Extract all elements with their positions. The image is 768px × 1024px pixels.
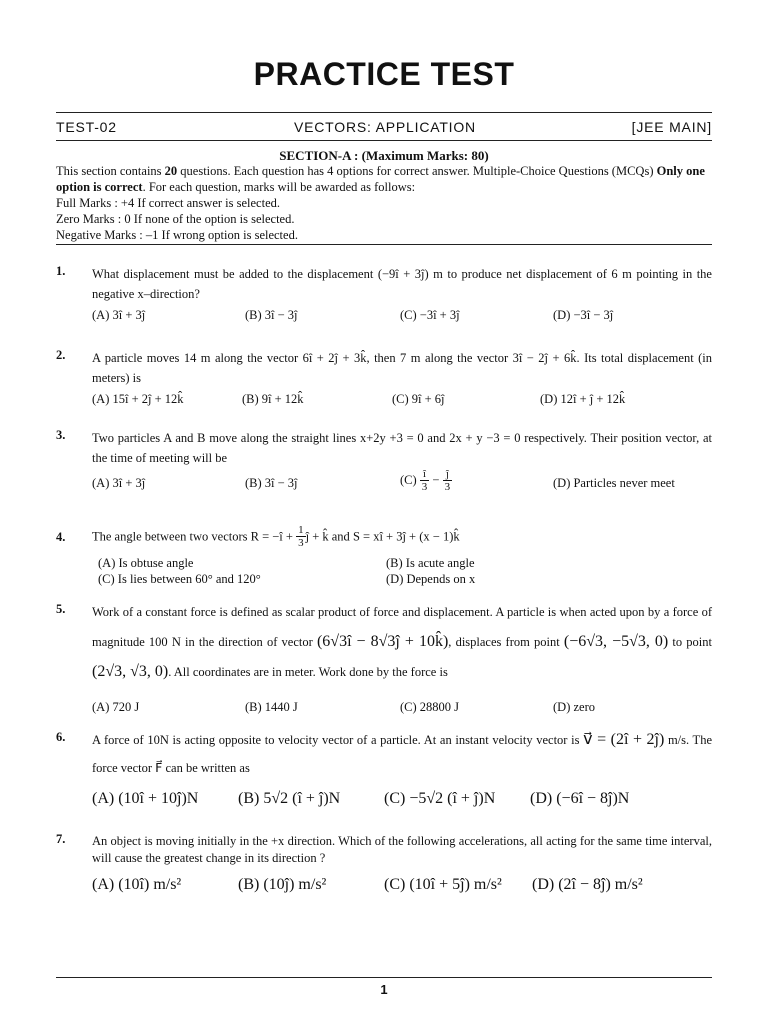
question-number: 4. xyxy=(56,530,66,544)
question-text: The angle between two vectors R = −î + $\frac{1}{3}$ ĵ + k̂ and S = xî + 3ĵ + (x − 1)k̂ xyxy=(92,524,460,549)
footer-rule xyxy=(56,977,712,978)
math-expression: 3î − 2ĵ + 6k̂ xyxy=(512,351,577,365)
velocity-expression: v⃗ = (2î + 2ĵ) xyxy=(583,731,665,748)
math-expression: 6î + 2ĵ + 3k̂ xyxy=(302,351,367,365)
header-top-rule xyxy=(56,112,712,113)
question-text: Work of a constant force is defined as scalar product of force and displacement. A particle is when acted upon by a force of magnitude 100 N in the direction of vector (6√3î − 8√3ĵ + 10k̂), displaces from point (−6√3, −5√3, 0) to point (2√3, √3, 0). All coordinates are in meter. Work done by the force is xyxy=(92,605,713,680)
math-expression: (−6√3, −5√3, 0) xyxy=(563,633,669,650)
negative-marks-rule: Negative Marks : –1 If wrong option is selected. xyxy=(56,228,298,242)
full-marks-rule: Full Marks : +4 If correct answer is selected. xyxy=(56,196,280,210)
question-text: A particle moves 14 m along the vector 6î + 2ĵ + 3k̂, then 7 m along the vector 3î − 2ĵ + 6k̂. Its total displacement (in meters) is xyxy=(92,351,713,385)
option-d[interactable]: (D) −3î − 3ĵ xyxy=(553,308,614,322)
option-b[interactable]: (B) Is acute angle xyxy=(386,556,475,570)
question-number: 7. xyxy=(56,832,66,846)
question-3 xyxy=(56,428,716,502)
instructions-paragraph: This section contains 20 questions. Each question has 4 options for correct answer. Multiple-Choice Questions (MCQs) Only one option is correct. For each question, marks will be awarded as follows: xyxy=(56,164,705,194)
question-6 xyxy=(56,730,716,816)
question-7 xyxy=(56,832,716,908)
option-d[interactable]: (D) (2î − 8ĵ) m/s² xyxy=(532,876,643,893)
option-a[interactable]: (A) 3î + 3ĵ xyxy=(92,308,146,322)
question-text: An object is moving initially in the +x direction. Which of the following accelerations, all acting for the same time interval, will cause the greatest change in its direction ? xyxy=(92,834,712,865)
question-number: 5. xyxy=(56,602,66,616)
question-text: A force of 10N is acting opposite to velocity vector of a particle. At an instant velocity vector is v⃗ = (2î + 2ĵ) m/s. The force vector F⃗ can be written as xyxy=(92,731,712,775)
option-a[interactable]: (A) (10î + 10ĵ)N xyxy=(92,790,199,807)
exam-tag: [JEE MAIN] xyxy=(631,119,712,135)
question-1 xyxy=(56,264,716,326)
instructions-rule xyxy=(56,244,712,245)
option-a[interactable]: (A) 15î + 2ĵ + 12k̂ xyxy=(92,392,184,406)
option-c[interactable]: (C) 9î + 6ĵ xyxy=(392,392,445,406)
question-number: 2. xyxy=(56,348,66,362)
option-b[interactable]: (B) 1440 J xyxy=(245,700,298,714)
option-d[interactable]: (D) Depends on x xyxy=(386,572,476,586)
section-heading: SECTION-A : (Maximum Marks: 80) xyxy=(279,148,489,163)
page-number: 1 xyxy=(380,982,388,997)
question-2 xyxy=(56,348,716,410)
option-a[interactable]: (A) 720 J xyxy=(92,700,140,714)
math-expression: (−9î + 3ĵ) xyxy=(377,267,429,281)
option-d[interactable]: (D) zero xyxy=(553,700,595,714)
force-symbol: F⃗ xyxy=(155,761,163,775)
page-title: PRACTICE TEST xyxy=(253,56,515,92)
option-a[interactable]: (A) 3î + 3ĵ xyxy=(92,476,146,490)
option-c[interactable]: (C) −5√2 (î + ĵ)N xyxy=(384,790,496,807)
question-text: Two particles A and B move along the straight lines x+2y +3 = 0 and 2x + y −3 = 0 respectively. Their position vector, at the time of meeting will be xyxy=(92,431,712,465)
question-5 xyxy=(56,602,716,718)
header-bottom-rule xyxy=(56,140,712,141)
option-b[interactable]: (B) 3î − 3ĵ xyxy=(245,308,298,322)
option-c[interactable]: (C) Is lies between 60° and 120° xyxy=(98,572,261,586)
math-expression: (6√3î − 8√3ĵ + 10k̂) xyxy=(316,633,449,650)
option-c[interactable]: (C) 28800 J xyxy=(400,700,460,714)
option-c[interactable]: (C) $\frac{î}{3}$ − $\frac{ĵ}{3}$ xyxy=(400,468,451,493)
option-d[interactable]: (D) (−6î − 8ĵ)N xyxy=(530,790,630,807)
option-b[interactable]: (B) (10ĵ) m/s² xyxy=(238,876,327,893)
option-a[interactable]: (A) (10î) m/s² xyxy=(92,876,182,893)
math-expression: (2√3, √3, 0) xyxy=(92,663,169,680)
option-b[interactable]: (B) 5√2 (î + ĵ)N xyxy=(238,790,341,807)
zero-marks-rule: Zero Marks : 0 If none of the option is selected. xyxy=(56,212,295,226)
question-4 xyxy=(56,524,716,590)
math-expression: S = xî + 3ĵ + (x − 1)k̂ xyxy=(352,529,460,544)
option-a[interactable]: (A) Is obtuse angle xyxy=(98,556,194,570)
question-text: What displacement must be added to the displacement (−9î + 3ĵ) m to produce net displacement of 6 m pointing in the negative x–direction? xyxy=(92,267,712,301)
test-number: TEST-02 xyxy=(56,119,117,135)
question-number: 1. xyxy=(56,264,66,278)
option-b[interactable]: (B) 3î − 3ĵ xyxy=(245,476,298,490)
instructions xyxy=(56,163,716,243)
option-b[interactable]: (B) 9î + 12k̂ xyxy=(242,392,304,406)
test-topic: VECTORS: APPLICATION xyxy=(294,119,476,135)
option-d[interactable]: (D) Particles never meet xyxy=(553,476,675,490)
option-c[interactable]: (C) −3î + 3ĵ xyxy=(400,308,460,322)
option-d[interactable]: (D) 12î + ĵ + 12k̂ xyxy=(540,392,626,406)
option-c[interactable]: (C) (10î + 5ĵ) m/s² xyxy=(384,876,502,893)
question-number: 3. xyxy=(56,428,66,442)
question-number: 6. xyxy=(56,730,66,744)
